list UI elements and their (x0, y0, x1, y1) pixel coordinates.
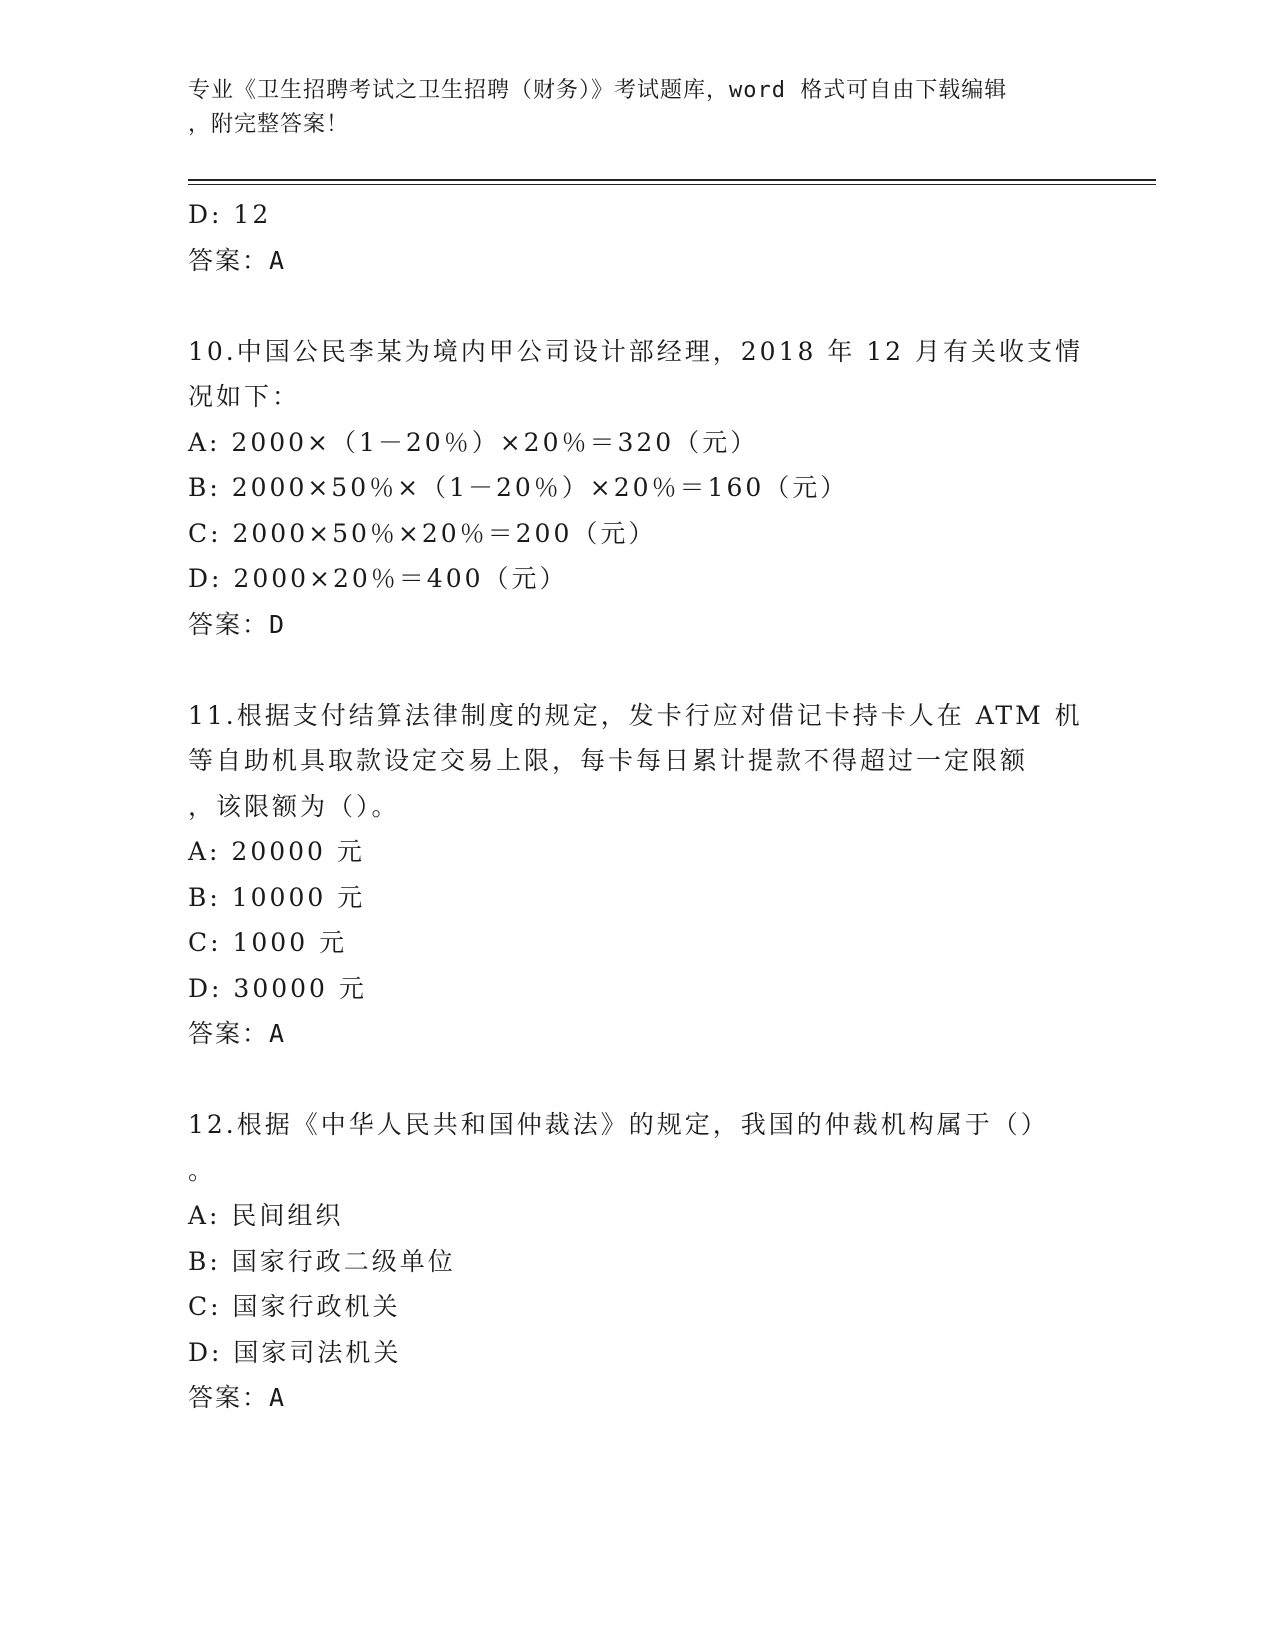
option-d: D: 2000×20％＝400（元） (188, 564, 568, 593)
option-b: B: 2000×50％×（1－20％）×20％＝160（元） (188, 473, 849, 502)
option-a: A: 民间组织 (188, 1201, 344, 1230)
question-stem: ，该限额为（）。 (188, 791, 400, 821)
question-11 (188, 693, 1088, 1057)
answer-line: 答案：A (188, 1019, 287, 1048)
answer-line: 答案：A (188, 1383, 287, 1412)
option-a: A: 20000 元 (188, 837, 365, 866)
question-stem: 12.根据《中华人民共和国仲裁法》的规定，我国的仲裁机构属于（） (188, 1110, 1049, 1139)
question-stem: 况如下： (188, 382, 301, 411)
option-b: B: 国家行政二级单位 (188, 1246, 456, 1276)
spacer (188, 647, 1088, 693)
question-stem: 。 (188, 1155, 217, 1185)
option-c: C: 2000×50％×20％＝200（元） (188, 518, 657, 548)
option-d: D: 国家司法机关 (188, 1337, 402, 1367)
answer-line: 答案：D (188, 609, 287, 639)
question-stem: 11.根据支付结算法律制度的规定，发卡行应对借记卡持卡人在 ATM 机 (188, 700, 1083, 730)
header-line-2: ，附完整答案！ (188, 112, 350, 137)
header-divider-thin (188, 184, 1156, 185)
question-10 (188, 329, 1088, 648)
previous-question (188, 192, 1088, 283)
header-divider-thick (188, 179, 1156, 181)
question-stem: 10.中国公民李某为境内甲公司设计部经理，2018 年 12 月有关收支情 (188, 336, 1084, 366)
spacer (188, 283, 1088, 329)
answer-line: 答案：A (188, 245, 287, 275)
option-d: D: 12 (188, 200, 272, 229)
header-line-1: 专业《卫生招聘考试之卫生招聘（财务）》考试题库，word 格式可自由下载编辑 (188, 78, 1008, 103)
document-header (188, 74, 1088, 142)
question-12 (188, 1102, 1088, 1421)
question-list (188, 192, 1088, 1421)
spacer (188, 1057, 1088, 1103)
option-b: B: 10000 元 (188, 882, 366, 912)
option-c: C: 1000 元 (188, 928, 348, 957)
option-d: D: 30000 元 (188, 973, 367, 1003)
question-stem: 等自助机具取款设定交易上限，每卡每日累计提款不得超过一定限额 (188, 746, 1029, 775)
option-a: A: 2000×（1－20％）×20％＝320（元） (188, 427, 759, 457)
option-c: C: 国家行政机关 (188, 1292, 401, 1321)
